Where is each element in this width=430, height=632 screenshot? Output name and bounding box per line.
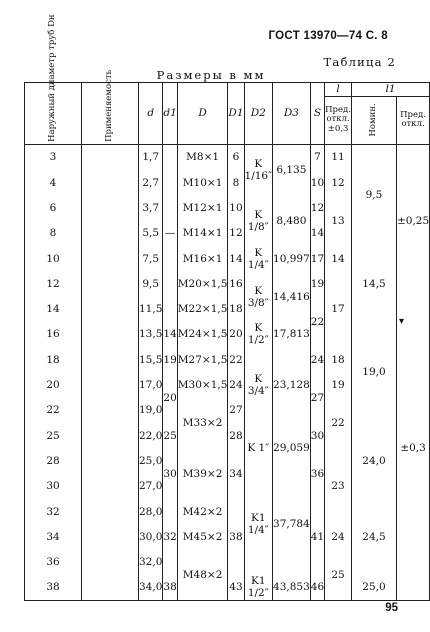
col-header-l1-nom: Номин. — [351, 96, 396, 144]
cell-D: M8×1 — [177, 144, 228, 170]
col-header-S: S — [310, 83, 324, 145]
cell-D1: 22 — [228, 347, 244, 372]
cell-D: M30×1,5 — [177, 372, 228, 397]
cell-l1-nom: 24,0 — [351, 423, 396, 499]
cell-D1: 34 — [228, 448, 244, 499]
cell-D1: 10 — [228, 195, 244, 220]
cell-D: M14×1 — [177, 221, 228, 246]
table-number: Таблица 2 — [323, 55, 396, 69]
cell-d1: 25 — [163, 423, 177, 448]
cell-d1: 30 — [163, 448, 177, 499]
cell-l1-tol: ±0,3 — [396, 297, 429, 601]
cell-dn: 25 — [25, 423, 82, 448]
cell-dn: 34 — [25, 524, 82, 549]
document-reference: ГОСТ 13970—74 С. 8 — [268, 30, 388, 42]
cell-D2: K 1/16″ — [244, 144, 273, 195]
cell-l: 18 — [325, 347, 352, 372]
cell-S: 19 — [310, 271, 324, 296]
col-header-D3: D3 — [273, 83, 311, 145]
cell-D: M27×1,5 — [177, 347, 228, 372]
cell-D1: 27 — [228, 398, 244, 423]
cell-d: 30,0 — [139, 524, 163, 549]
cell-S: 41 — [310, 499, 324, 575]
cell-dn: 10 — [25, 246, 82, 271]
cell-l: 17 — [325, 271, 352, 347]
cell-D3: 6,135 — [273, 144, 311, 195]
cell-dn: 3 — [25, 144, 82, 170]
cell-l1-nom: 24,5 — [351, 499, 396, 575]
cell-S: 17 — [310, 246, 324, 271]
col-header-l: l — [325, 83, 352, 97]
cell-D: M45×2 — [177, 524, 228, 549]
cell-S: 12 — [310, 195, 324, 220]
cell-d: 32,0 — [139, 550, 163, 575]
cell-dn: 6 — [25, 195, 82, 220]
cell-D: M22×1,5 — [177, 297, 228, 322]
cell-d1: 20 — [163, 372, 177, 423]
cell-D3: 43,853 — [273, 575, 311, 601]
col-header-D2: D2 — [244, 83, 273, 145]
cell-d: 13,5 — [139, 322, 163, 347]
cell-d: 34,0 — [139, 575, 163, 601]
cell-D1: 38 — [228, 499, 244, 575]
cell-d: 7,5 — [139, 246, 163, 271]
cell-l: 12 — [325, 170, 352, 195]
cell-D3: 17,813 — [273, 322, 311, 347]
cell-d: 9,5 — [139, 271, 163, 296]
cell-l: 23 — [325, 448, 352, 524]
cell-l1-nom: 25,0 — [351, 575, 396, 601]
cell-D1: 16 — [228, 271, 244, 296]
cell-l1-nom: 19,0 — [351, 322, 396, 423]
cell-D1: 24 — [228, 372, 244, 397]
cell-D1: 6 — [228, 144, 244, 170]
cell-d: 2,7 — [139, 170, 163, 195]
cell-S: 36 — [310, 448, 324, 499]
cell-d: 17,0 — [139, 372, 163, 397]
col-header-D1: D1 — [228, 83, 244, 145]
cell-dn: 16 — [25, 322, 82, 347]
cell-D2: K1 1/4″ — [244, 474, 273, 575]
cell-d: 15,5 — [139, 347, 163, 372]
cell-dn: 32 — [25, 499, 82, 524]
cell-d: 25,0 — [139, 448, 163, 473]
col-header-l1-tol: Пред. откл. — [396, 96, 429, 144]
cell-dn: 22 — [25, 398, 82, 423]
cell-l: 14 — [325, 246, 352, 271]
cell-S: 27 — [310, 372, 324, 423]
cell-D3: 37,784 — [273, 474, 311, 575]
page-number: 95 — [385, 602, 398, 614]
cell-D3: 23,128 — [273, 347, 311, 423]
cell-D: M12×1 — [177, 195, 228, 220]
cell-l: 11 — [325, 144, 352, 170]
cell-dn: 28 — [25, 448, 82, 473]
cell-S: 46 — [310, 575, 324, 601]
cell-l1-nom: 14,5 — [351, 246, 396, 322]
cell-D2: K 1″ — [244, 423, 273, 474]
table-caption: Размеры в мм — [156, 68, 266, 82]
cell-D: M42×2 — [177, 499, 228, 524]
col-header-d1: d1 — [163, 83, 177, 145]
cell-d: 19,0 — [139, 398, 163, 423]
cell-dn: 14 — [25, 297, 82, 322]
cell-D1: 8 — [228, 170, 244, 195]
cell-D: M39×2 — [177, 448, 228, 499]
cell-applicability — [82, 144, 139, 600]
cell-d: 27,0 — [139, 474, 163, 499]
cell-D1: 14 — [228, 246, 244, 271]
cell-d: 11,5 — [139, 297, 163, 322]
cell-d1: 19 — [163, 347, 177, 372]
cell-dn: 18 — [25, 347, 82, 372]
col-header-applicability: Применяемость — [82, 83, 139, 145]
cell-D3: 14,416 — [273, 271, 311, 322]
cell-l: 19 — [325, 372, 352, 397]
cell-S: 22 — [310, 297, 324, 348]
cell-d: 22,0 — [139, 423, 163, 448]
col-header-l1: l1 — [351, 83, 429, 97]
cell-S: 14 — [310, 221, 324, 246]
cell-d1 — [163, 144, 177, 220]
cell-l: 25 — [325, 550, 352, 601]
cell-dn: 4 — [25, 170, 82, 195]
cell-D2: K1 1/2″ — [244, 575, 273, 601]
cell-D: M20×1,5 — [177, 271, 228, 296]
col-header-d: d — [139, 83, 163, 145]
col-header-dn: Наружный диаметр труб Dн — [25, 83, 82, 145]
cell-S: 24 — [310, 347, 324, 372]
cell-D3: 10,997 — [273, 246, 311, 271]
cell-dn: 30 — [25, 474, 82, 499]
cell-D2: K 1/4″ — [244, 246, 273, 271]
cell-D2: K 1/2″ — [244, 322, 273, 347]
cell-d: 1,7 — [139, 144, 163, 170]
cell-d: 3,7 — [139, 195, 163, 220]
cell-d1: — — [163, 221, 177, 246]
cell-S: 10 — [310, 170, 324, 195]
cell-d1 — [163, 246, 177, 322]
cell-d1: 32 — [163, 499, 177, 575]
cell-dn: 12 — [25, 271, 82, 296]
cell-D: M16×1 — [177, 246, 228, 271]
cell-D1: 18 — [228, 297, 244, 322]
cell-S: 30 — [310, 423, 324, 448]
cell-S: 7 — [310, 144, 324, 170]
col-header-D: D — [177, 83, 228, 145]
cell-D2: K 3/8″ — [244, 271, 273, 322]
cell-D3: 8,480 — [273, 195, 311, 246]
cell-dn: 20 — [25, 372, 82, 397]
cell-D1: 43 — [228, 575, 244, 601]
cell-d: 5,5 — [139, 221, 163, 246]
cell-D1: 20 — [228, 322, 244, 347]
cell-dn: 38 — [25, 575, 82, 601]
cell-D: M24×1,5 — [177, 322, 228, 347]
cell-d1: 38 — [163, 575, 177, 601]
col-header-l-tol: Пред. откл. ±0,3 — [325, 96, 352, 144]
cell-l1-nom: 9,5 — [351, 144, 396, 246]
cell-D2: K 1/8″ — [244, 195, 273, 246]
cell-l: 13 — [325, 195, 352, 246]
cell-dn: 36 — [25, 550, 82, 575]
cell-D1: 12 — [228, 221, 244, 246]
cell-d1: 14 — [163, 322, 177, 347]
cell-D: M48×2 — [177, 550, 228, 601]
cell-l1-tol: ±0,25 — [396, 144, 429, 296]
cell-d: 28,0 — [139, 499, 163, 524]
cell-D3: 29,059 — [273, 423, 311, 474]
cell-dn: 8 — [25, 221, 82, 246]
cell-D: M10×1 — [177, 170, 228, 195]
cell-l: 22 — [325, 398, 352, 449]
cell-D: M33×2 — [177, 398, 228, 449]
print-speck: ▾ — [399, 316, 405, 327]
cell-D1: 28 — [228, 423, 244, 448]
cell-l: 24 — [325, 524, 352, 549]
cell-D2: K 3/4″ — [244, 347, 273, 423]
